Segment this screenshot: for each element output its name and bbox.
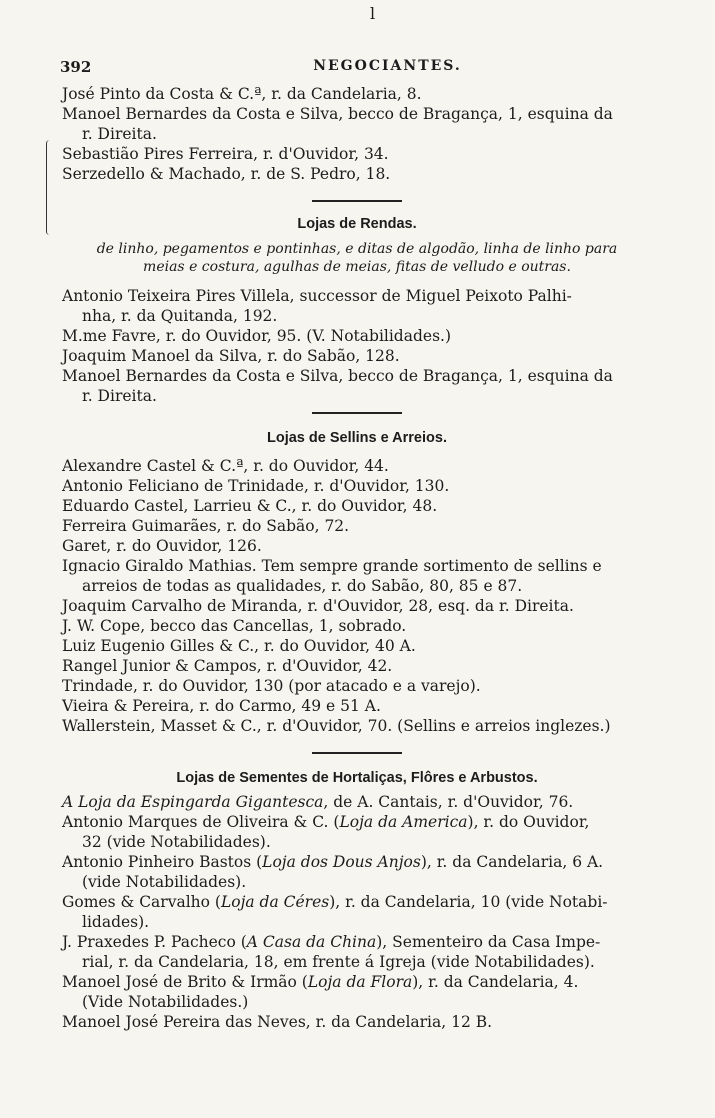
list-item-continuation: 32 (vide Notabilidades). bbox=[82, 833, 271, 851]
list-item: Eduardo Castel, Larrieu & C., r. do Ouvidor, 48. bbox=[62, 497, 438, 515]
list-item: José Pinto da Costa & C.ª, r. da Candelaria, 8. bbox=[62, 85, 422, 103]
list-item: Alexandre Castel & C.ª, r. do Ouvidor, 44. bbox=[62, 457, 389, 475]
margin-bracket bbox=[46, 140, 53, 235]
section-title: Lojas de Rendas. bbox=[297, 216, 417, 232]
list-item: J. W. Cope, becco das Cancellas, 1, sobrado. bbox=[62, 617, 407, 635]
list-item-continuation: r. Direita. bbox=[82, 387, 157, 405]
list-item: Trindade, r. do Ouvidor, 130 (por atacado e a varejo). bbox=[62, 677, 481, 695]
list-item: A Loja da Espingarda Gigantesca, de A. Cantais, r. d'Ouvidor, 76. bbox=[62, 793, 574, 811]
list-item: Antonio Marques de Oliveira & C. (Loja da America), r. do Ouvidor, bbox=[62, 813, 590, 831]
section-subtitle: meias e costura, agulhas de meias, fitas de velludo e outras. bbox=[143, 259, 571, 275]
list-item: Manoel Bernardes da Costa e Silva, becco de Bragança, 1, esquina da bbox=[62, 105, 613, 123]
list-item: Serzedello & Machado, r. de S. Pedro, 18. bbox=[62, 165, 391, 183]
section-title: Lojas de Sementes de Hortaliças, Flôres e Arbustos. bbox=[176, 770, 538, 786]
list-item: Ignacio Giraldo Mathias. Tem sempre grande sortimento de sellins e bbox=[62, 557, 602, 575]
list-item-continuation: lidades). bbox=[82, 913, 150, 931]
list-item: Ferreira Guimarães, r. do Sabão, 72. bbox=[62, 517, 350, 535]
list-item: J. Praxedes P. Pacheco (A Casa da China), Sementeiro da Casa Impe- bbox=[62, 933, 601, 951]
list-item-continuation: (Vide Notabilidades.) bbox=[82, 993, 249, 1011]
list-item: Antonio Feliciano de Trinidade, r. d'Ouvidor, 130. bbox=[62, 477, 450, 495]
list-item: Rangel Junior & Campos, r. d'Ouvidor, 42. bbox=[62, 657, 393, 675]
list-item-continuation: nha, r. da Quitanda, 192. bbox=[82, 307, 278, 325]
list-item: Wallerstein, Masset & C., r. d'Ouvidor, 70. (Sellins e arreios inglezes.) bbox=[62, 717, 611, 735]
list-item: Sebastião Pires Ferreira, r. d'Ouvidor, 34. bbox=[62, 145, 389, 163]
list-item: Antonio Teixeira Pires Villela, successor de Miguel Peixoto Palhi- bbox=[62, 287, 572, 305]
list-item: Luiz Eugenio Gilles & C., r. do Ouvidor, 40 A. bbox=[62, 637, 416, 655]
top-entries bbox=[62, 84, 652, 184]
list-item: Gomes & Carvalho (Loja da Céres), r. da Candelaria, 10 (vide Notabi- bbox=[62, 893, 608, 911]
page-number: 392 bbox=[60, 58, 92, 76]
section-subtitle: de linho, pegamentos e pontinhas, e ditas de algodão, linha de linho para bbox=[96, 241, 618, 257]
list-item: Antonio Pinheiro Bastos (Loja dos Dous Anjos), r. da Candelaria, 6 A. bbox=[62, 853, 604, 871]
section-title: Lojas de Sellins e Arreios. bbox=[267, 430, 447, 446]
running-head: NEGOCIANTES. bbox=[313, 58, 462, 74]
list-item-continuation: (vide Notabilidades). bbox=[82, 873, 247, 891]
list-item: Joaquim Manoel da Silva, r. do Sabão, 128. bbox=[62, 347, 400, 365]
list-item-continuation: rial, r. da Candelaria, 18, em frente á Igreja (vide Notabilidades). bbox=[82, 953, 595, 971]
list-item: Manoel José Pereira das Neves, r. da Candelaria, 12 B. bbox=[62, 1013, 493, 1031]
list-item: Joaquim Carvalho de Miranda, r. d'Ouvidor, 28, esq. da r. Direita. bbox=[62, 597, 574, 615]
section-divider bbox=[312, 200, 402, 202]
list-item: Garet, r. do Ouvidor, 126. bbox=[62, 537, 262, 555]
list-item: Manoel Bernardes da Costa e Silva, becco de Bragança, 1, esquina da bbox=[62, 367, 613, 385]
top-margin-mark: l bbox=[370, 4, 376, 23]
list-item: M.me Favre, r. do Ouvidor, 95. (V. Notabilidades.) bbox=[62, 327, 451, 345]
section-rendas bbox=[62, 200, 652, 406]
section-sellins bbox=[62, 412, 652, 736]
section-divider bbox=[312, 412, 402, 414]
list-item: Vieira & Pereira, r. do Carmo, 49 e 51 A. bbox=[62, 697, 381, 715]
section-sementes bbox=[62, 752, 652, 1032]
list-item-continuation: arreios de todas as qualidades, r. do Sabão, 80, 85 e 87. bbox=[82, 577, 523, 595]
list-item-continuation: r. Direita. bbox=[82, 125, 157, 143]
list-item: Manoel José de Brito & Irmão (Loja da Flora), r. da Candelaria, 4. bbox=[62, 973, 579, 991]
section-divider bbox=[312, 752, 402, 754]
